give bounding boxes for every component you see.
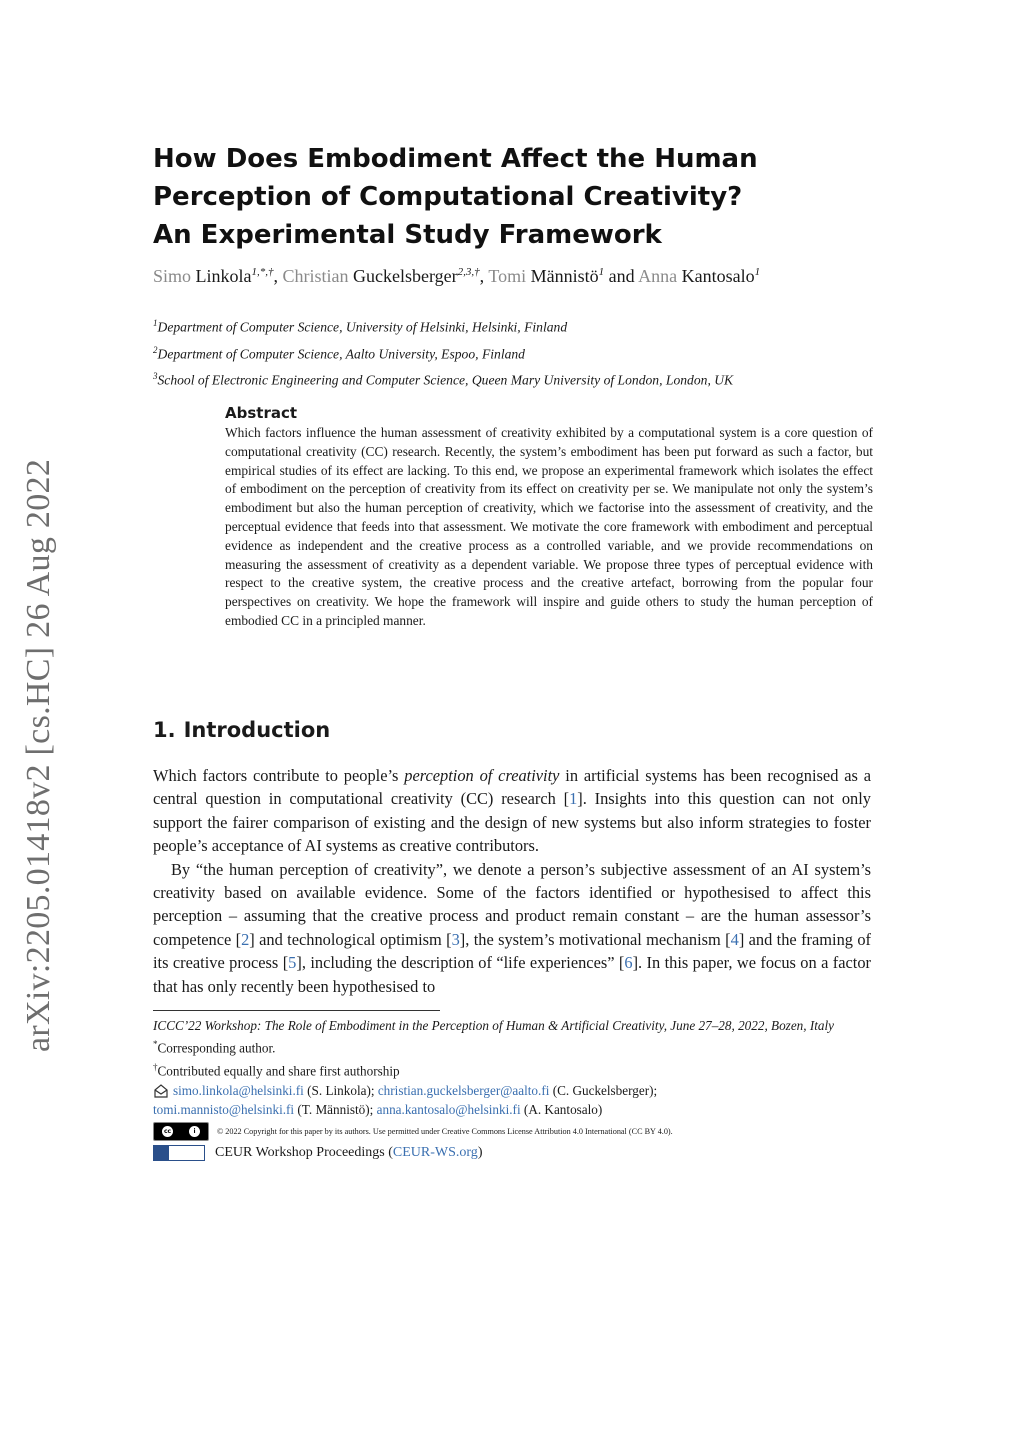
footnotes — [153, 1016, 873, 1163]
author: Anna Kantosalo$^1$ — [638, 266, 761, 286]
arxiv-identifier: arXiv:2205.01418v2 [cs.HC] 26 Aug 2022 — [20, 458, 57, 1052]
ceur-text: CEUR Workshop Proceedings (CEUR-WS.org) — [215, 1145, 483, 1161]
corresponding-note: *Corresponding author. — [153, 1039, 276, 1056]
citation-link[interactable]: 5 — [288, 953, 297, 973]
email-link[interactable]: christian.guckelsberger@aalto.fi — [377, 1083, 550, 1098]
paper-title — [153, 140, 873, 254]
license-row — [153, 1122, 873, 1141]
citation-link[interactable]: 1 — [569, 789, 578, 809]
equal-contribution-note: †Contributed equally and share first authorship — [153, 1062, 400, 1079]
citation-link[interactable]: 3 — [451, 929, 460, 949]
abstract — [225, 404, 873, 631]
citation-link[interactable]: 6 — [624, 953, 633, 973]
author: Christian Guckelsberger$^{2,3,\dagger}$, — [282, 266, 489, 286]
citation-link[interactable]: 4 — [730, 929, 739, 949]
ceur-link[interactable]: CEUR-WS.org — [392, 1145, 478, 1161]
title-line-1: How Does Embodiment Affect the Human — [153, 144, 758, 174]
author: Simo Linkola$^{1,*,\dagger}$, — [153, 266, 283, 286]
email-link[interactable]: anna.kantosalo@helsinki.fi — [376, 1102, 521, 1118]
email-list: simo.linkola@helsinki.fi (S. Linkola); christian.guckelsberger@aalto.fi (C. Guckelsberger); — [153, 1081, 873, 1100]
section-heading: 1. Introduction — [153, 718, 331, 742]
paragraph: By “the human perception of creativity”, we denote a person’s subjective assessment of an AI system’s creativity based on available evidence. Some of the factors identified or hypothesised to affect this perception – assuming that the creative process and product remain constant – are the human assessor’s competence [2] and technological optimism [3], the system’s motivational mechanism [4] and the framing of its creative process [5], including the description of “life experiences” [6]. In this paper, we focus on a factor that has only recently been hypothesised to — [153, 859, 871, 996]
title-line-3: An Experimental Study Framework — [153, 220, 662, 250]
cc-by-icon: cc i — [153, 1122, 209, 1141]
email-link[interactable]: simo.linkola@helsinki.fi — [173, 1083, 304, 1098]
affiliation: $^3$School of Electronic Engineering and Computer Science, Queen Mary University of London, London, UK — [153, 371, 734, 388]
citation-link[interactable]: 2 — [241, 929, 250, 949]
abstract-heading: Abstract — [225, 404, 298, 422]
affiliation-list — [153, 312, 873, 392]
ceur-row — [153, 1143, 873, 1162]
ceur-logo-icon — [153, 1145, 205, 1161]
title-line-2: Perception of Computational Creativity? — [153, 182, 743, 212]
footnote-divider — [153, 1010, 440, 1011]
body-text — [153, 764, 871, 998]
envelope-icon — [153, 1084, 169, 1098]
paragraph: Which factors contribute to people’s perception of creativity in artificial systems has been recognised as a central question in computational creativity (CC) research [1]. Insights into this question can not only support the fairer comparison of existing and the design of new systems but also inform strategies to foster people’s acceptance of AI systems as creative contributors. — [153, 766, 872, 856]
license-text: © 2022 Copyright for this paper by its authors. Use permitted under Creative Commons License Attribution 4.0 International (CC BY 4.0). — [217, 1126, 673, 1136]
abstract-text: Which factors influence the human assessment of creativity exhibited by a computational system is a core question of computational creativity (CC) research. Recently, the system’s embodiment has been put forward as such a factor, but empirical studies of its effect are lacking. To this end, we propose an experimental framework which isolates the effect of embodiment on the perception of creativity from its effect on creativity per se. We manipulate not only the system’s embodiment but also the human perception of creativity, which we factorise into the assessment of creativity, and the perceptual evidence that feeds into that assessment. We motivate the core framework with embodiment and perceptual evidence as independent and the creative process as a controlled variable, and we provide recommendations on measuring the assessment of creativity as a dependent variable. We propose three types of perceptual evidence with respect to the creative system, the creative process and the creative artefact, borrowing from the popular four perspectives on creativity. We hope the framework will inspire and guide others to study the human perception of embodied CC in a principled manner. — [225, 425, 873, 628]
email-list: tomi.mannisto@helsinki.fi (T. Männistö); anna.kantosalo@helsinki.fi (A. Kantosalo) — [153, 1102, 603, 1118]
affiliation: $^1$Department of Computer Science, University of Helsinki, Helsinki, Finland — [153, 318, 568, 335]
author: Tomi Männistö$^1$ and — [488, 266, 639, 286]
author-list — [153, 266, 883, 287]
workshop-note: ICCC’22 Workshop: The Role of Embodiment in the Perception of Human & Artificial Creativity, June 27–28, 2022, Bozen, Italy — [153, 1018, 835, 1033]
affiliation: $^2$Department of Computer Science, Aalto University, Espoo, Finland — [153, 344, 525, 362]
email-link[interactable]: tomi.mannisto@helsinki.fi — [153, 1102, 295, 1118]
